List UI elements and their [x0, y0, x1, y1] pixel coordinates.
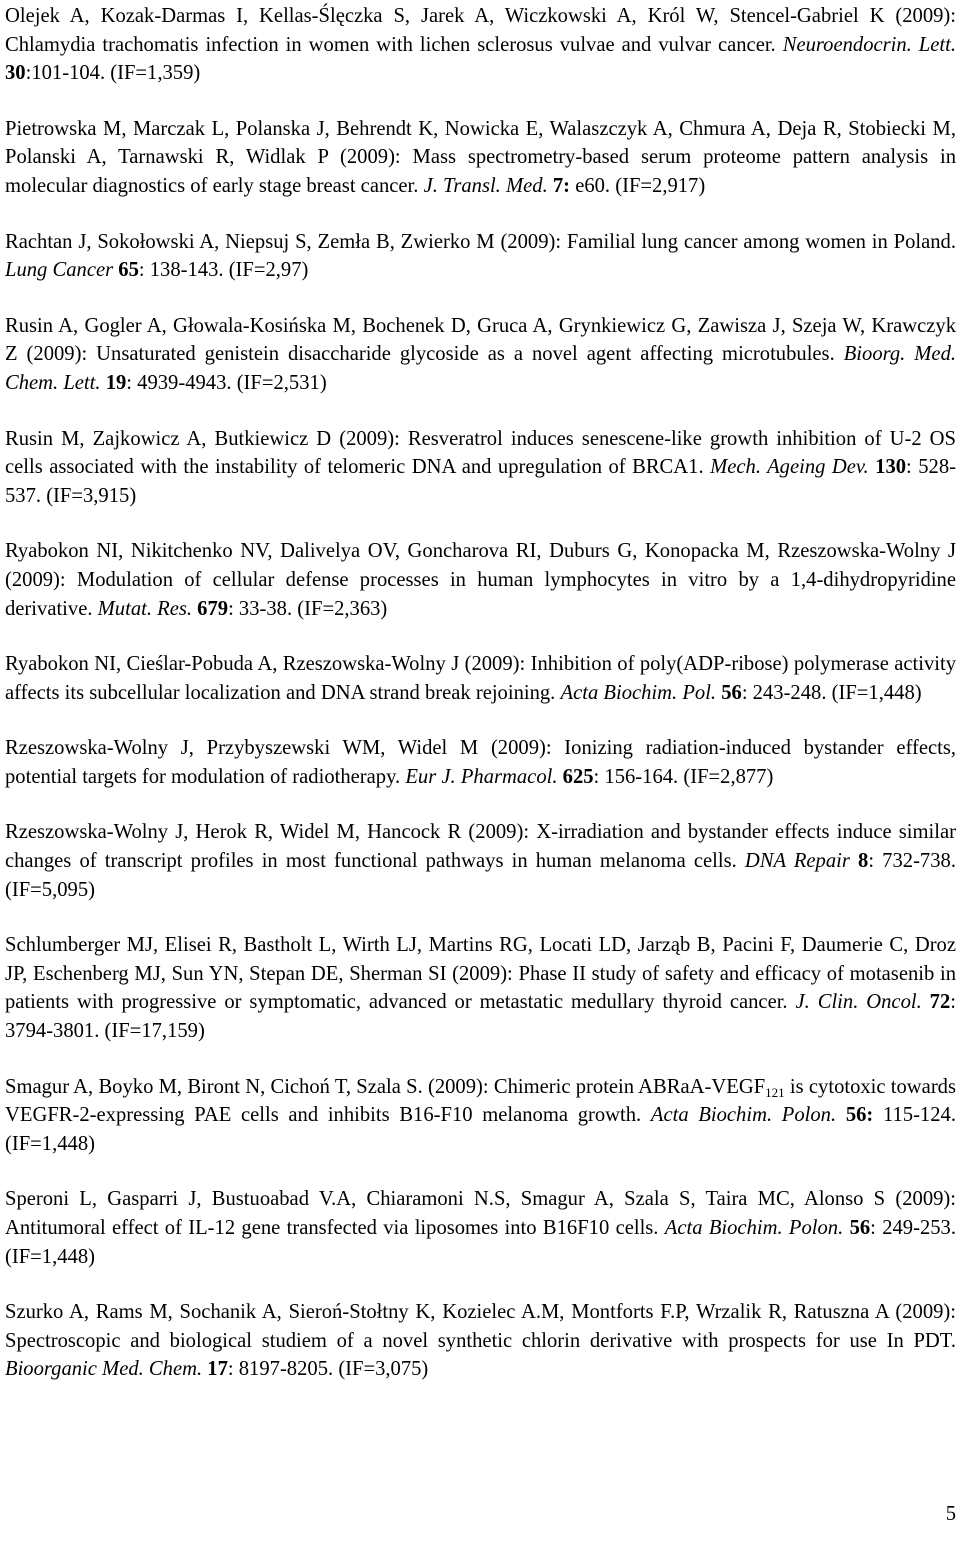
reference-pages: e60.: [575, 174, 611, 197]
reference-journal: Acta Biochim. Polon.: [650, 1104, 837, 1127]
reference-volume: 679: [197, 597, 229, 620]
reference-journal: Neuroendocrin. Lett.: [782, 33, 956, 56]
reference-impact-factor: (IF=5,095): [5, 878, 95, 901]
reference-authors: Olejek A, Kozak-Darmas I, Kellas-Ślęczka S, Jarek A, Wiczkowski A, Król W, Stencel-Gabriel K (2009):: [5, 5, 956, 27]
reference-pages: : 243-248.: [741, 681, 827, 704]
reference-journal: DNA Repair: [744, 850, 850, 873]
reference-list: [5, 0, 956, 1411]
reference-impact-factor: (IF=2,917): [615, 174, 706, 197]
reference-title: Antitumoral effect of IL-12 gene transfected via liposomes into B16F10 cells.: [5, 1217, 659, 1239]
reference-entry: [5, 1185, 956, 1271]
reference-volume: 130: [875, 456, 907, 479]
reference-authors: Smagur A, Boyko M, Biront N, Cichoń T, Szala S.: [5, 1075, 423, 1098]
reference-journal: J. Clin. Oncol.: [795, 991, 922, 1014]
reference-pages: : 138-143.: [138, 259, 224, 282]
reference-volume: 65: [118, 259, 139, 282]
reference-authors: Rusin M, Zajkowicz A, Butkiewicz D (2009):: [5, 427, 400, 450]
reference-entry: [5, 1073, 956, 1159]
reference-journal: Bioorg. Med. Chem. Lett.: [5, 343, 957, 394]
reference-journal: Mutat. Res.: [97, 597, 193, 620]
reference-impact-factor: (IF=1,448): [831, 681, 922, 704]
reference-journal: Bioorganic Med. Chem.: [5, 1358, 203, 1381]
reference-volume: 8: [858, 850, 869, 873]
reference-title: X-irradiation and bystander effects induce similar changes of transcript profiles in most functional pathways in human melanoma cells.: [5, 821, 956, 873]
reference-journal: Eur J. Pharmacol.: [405, 765, 558, 788]
reference-pages: : 4939-4943.: [126, 371, 232, 394]
reference-title: Modulation of cellular defense processes in human lymphocytes in vitro by a 1,4-dihydropyridine derivative.: [5, 568, 956, 620]
reference-entry: [5, 312, 956, 398]
reference-volume: 17: [207, 1358, 228, 1381]
reference-impact-factor: (IF=2,97): [228, 259, 309, 282]
reference-pages: :101-104.: [25, 62, 106, 85]
reference-authors: Speroni L, Gasparri J, Bustuoabad V.A, Chiaramoni N.S, Smagur A, Szala S, Taira MC, Alonso S (2009):: [5, 1188, 956, 1211]
reference-title: (2009): Chimeric protein ABRaA-VEGF: [427, 1075, 766, 1098]
reference-title-subscript: 121: [765, 1084, 785, 1100]
reference-volume: 19: [105, 371, 127, 394]
reference-title: Phase II study of safety and efficacy of motasenib in patients with progressive or symptomatic, advanced or metastatic medullary thyroid cancer.: [5, 962, 956, 1014]
reference-impact-factor: (IF=2,531): [236, 371, 327, 394]
reference-authors: Ryabokon NI, Nikitchenko NV, Dalivelya OV, Goncharova RI, Duburs G, Konopacka M, Rzeszowska-Wolny J (2009):: [5, 540, 956, 591]
reference-authors: Pietrowska M, Marczak L, Polanska J, Behrendt K, Nowicka E, Walaszczyk A, Chmura A, Deja R, Stobiecki M, Polanski A, Tarnawski R, Widlak P (2009):: [5, 117, 956, 169]
reference-pages: : 33-38.: [228, 597, 293, 620]
reference-title: Spectroscopic and biological studiem of a novel synthetic chlorin derivative with prospects for use In PDT.: [5, 1329, 956, 1352]
reference-title: Chlamydia trachomatis infection in women with lichen sclerosus vulvae and vulvar cancer.: [5, 33, 776, 56]
reference-journal: Mech. Ageing Dev.: [710, 456, 869, 479]
reference-pages: : 156-164.: [593, 765, 679, 788]
reference-impact-factor: (IF=17,159): [104, 1020, 205, 1043]
reference-volume: 625: [562, 765, 594, 788]
reference-title-continued: is cytotoxic towards VEGFR-2-expressing PAE cells and inhibits B16-F10 melanoma growth.: [5, 1075, 956, 1127]
reference-volume: 56: [849, 1217, 871, 1239]
reference-pages: : 249-253.: [870, 1217, 956, 1239]
reference-volume: 56: [721, 681, 742, 704]
reference-entry: [5, 1298, 956, 1384]
reference-journal: Acta Biochim. Pol.: [560, 681, 717, 704]
reference-volume: 7:: [552, 174, 571, 197]
reference-title: Ionizing radiation-induced bystander effects, potential targets for modulation of radiotherapy.: [5, 737, 956, 788]
reference-volume: 56:: [845, 1104, 874, 1127]
reference-pages: : 732-738.: [868, 850, 956, 873]
reference-title: Mass spectrometry-based serum proteome pattern analysis in molecular diagnostics of early stage breast cancer.: [5, 146, 956, 197]
reference-entry: [5, 537, 956, 623]
reference-entry: [5, 650, 956, 707]
reference-authors: Rachtan J, Sokołowski A, Niepsuj S, Zemła B, Zwierko M (2009):: [5, 230, 562, 253]
reference-entry: [5, 228, 956, 285]
reference-journal: Lung Cancer: [5, 259, 114, 282]
reference-entry: [5, 734, 956, 791]
reference-authors: Rusin A, Gogler A, Głowala-Kosińska M, Bochenek D, Gruca A, Grynkiewicz G, Zawisza J, Szeja W, Krawczyk Z (2009):: [5, 314, 956, 366]
reference-impact-factor: (IF=2,363): [297, 597, 388, 620]
reference-title: Resveratrol induces senescene-like growth inhibition of U-2 OS cells associated with the instability of telomeric DNA and upregulation of BRCA1.: [5, 427, 956, 479]
reference-entry: [5, 818, 956, 904]
reference-pages: : 8197-8205.: [227, 1358, 334, 1381]
reference-volume: 72: [929, 991, 951, 1014]
page-number: 5: [945, 1503, 956, 1525]
reference-pages: : 3794-3801.: [5, 991, 956, 1043]
reference-entry: [5, 115, 956, 201]
reference-impact-factor: (IF=1,448): [5, 1132, 95, 1155]
reference-pages: 115-124.: [882, 1104, 956, 1127]
reference-title: Familial lung cancer among women in Poland.: [566, 230, 956, 253]
reference-journal: Acta Biochim. Polon.: [664, 1217, 844, 1239]
reference-title: Inhibition of poly(ADP-ribose) polymerase activity affects its subcellular localization and DNA strand break rejoining.: [5, 653, 957, 704]
reference-pages: : 528-537.: [5, 456, 956, 507]
reference-authors: Szurko A, Rams M, Sochanik A, Sieroń-Stołtny K, Kozielec A.M, Montforts F.P, Wrzalik R, Ratuszna A (2009):: [5, 1301, 956, 1324]
reference-impact-factor: (IF=3,075): [338, 1358, 429, 1381]
reference-authors: Rzeszowska-Wolny J, Przybyszewski WM, Widel M (2009):: [5, 737, 552, 760]
reference-authors: Ryabokon NI, Cieślar-Pobuda A, Rzeszowska-Wolny J (2009):: [5, 653, 526, 676]
reference-entry: [5, 425, 956, 511]
reference-impact-factor: (IF=1,448): [5, 1245, 95, 1268]
reference-journal: J. Transl. Med.: [423, 174, 548, 197]
reference-entry: [5, 2, 956, 88]
reference-entry: [5, 931, 956, 1045]
reference-title: Unsaturated genistein disaccharide glycoside as a novel agent affecting microtubules.: [96, 343, 835, 366]
reference-volume: 30: [5, 62, 26, 85]
reference-impact-factor: (IF=3,915): [46, 484, 137, 507]
reference-impact-factor: (IF=1,359): [110, 62, 201, 85]
reference-authors: Schlumberger MJ, Elisei R, Bastholt L, Wirth LJ, Martins RG, Locati LD, Jarząb B, Pacini F, Daumerie C, Droz JP, Eschenberg MJ, Sun YN, Stepan DE, Sherman SI (2009):: [5, 934, 956, 985]
reference-authors: Rzeszowska-Wolny J, Herok R, Widel M, Hancock R (2009):: [5, 821, 530, 844]
reference-impact-factor: (IF=2,877): [683, 765, 774, 788]
